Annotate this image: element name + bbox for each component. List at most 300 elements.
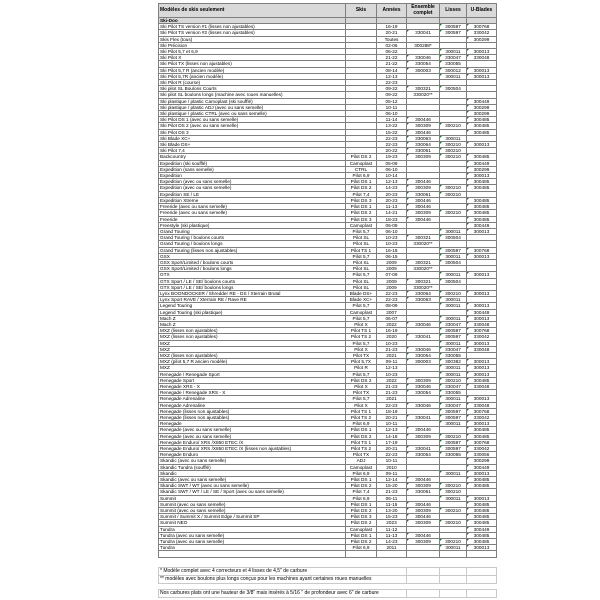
cell-ski: CTRL: [346, 166, 377, 172]
cell-years: 12-13: [377, 179, 407, 185]
footnote-carbide-height: Nos carbures plats ont une hauteur de 3/8" mais insérés à 5/16 " de profondeur avec 6" de carbure: [160, 589, 379, 596]
cell-years: 21-22: [377, 61, 407, 67]
cell-lisses: 330047: [440, 55, 467, 61]
cell-ski: Pilot TX: [346, 352, 377, 358]
cell-lisses: 300210: [440, 489, 467, 495]
cell-ski: Pilot DS 2: [346, 520, 377, 526]
cell-complete: 300309: [407, 508, 440, 514]
cell-model: Freeride (avec ou sans semelle): [159, 210, 346, 216]
cell-years: 12-13: [377, 365, 407, 371]
cell-years: 06-22: [377, 49, 407, 55]
cell-ublades: 300299: [467, 166, 497, 172]
cell-years: 16-19: [377, 24, 407, 30]
cell-lisses: 330055: [440, 352, 467, 358]
cell-model: Summit / Summit X / Summit Edge / Summit SP: [159, 514, 346, 520]
cell-years: 21-23: [377, 489, 407, 495]
cell-model: Ski Pilot 7,4: [159, 148, 346, 154]
cell-years: 09-11: [377, 470, 407, 476]
cell-ublades: 330048: [467, 321, 497, 327]
cell-ski: Pilot DS 1: [346, 477, 377, 483]
cell-complete: 300309: [407, 483, 440, 489]
column-header-models: Modèles de skis seulement: [159, 4, 346, 18]
cell-ublades: 300449: [467, 98, 497, 104]
cell-complete: 330046: [407, 346, 440, 352]
spreadsheet-page: [158, 3, 496, 598]
cell-model: GTX Sport / LE / SE/ boulons courts: [159, 278, 346, 284]
cell-years: 11-13: [377, 204, 407, 210]
cell-complete: 330061: [407, 191, 440, 197]
cell-ublades: 300013: [467, 142, 497, 148]
cell-model: Ski Pilot TS version #2 (lisses non ajustables): [159, 30, 346, 36]
cell-model: Renegade / Renegade XRS - X: [159, 390, 346, 396]
trailing-empty-row: [159, 551, 497, 557]
cell-years: 08-14: [377, 67, 407, 73]
cell-ublades: 300013: [467, 253, 497, 259]
cell-model: Tundra (avec ou sans semelle): [159, 532, 346, 538]
cell-model: Expedition (sans semelle): [159, 166, 346, 172]
cell-ski: Pilot DS 1: [346, 427, 377, 433]
cell-complete: 300446: [407, 197, 440, 203]
cell-ublades: 300013: [467, 290, 497, 296]
cell-years: 22-23: [377, 135, 407, 141]
cell-complete: 300003: [407, 359, 440, 365]
cell-complete: 330054: [407, 452, 440, 458]
cell-years: 15-20: [377, 483, 407, 489]
cell-years: 17-19: [377, 439, 407, 445]
header-row: [159, 4, 497, 18]
cell-years: 12-13: [377, 73, 407, 79]
cell-complete: 300321: [407, 86, 440, 92]
cell-years: 05-09: [377, 160, 407, 166]
cell-lisses: 300011: [440, 253, 467, 259]
cell-ski: Pilot 5,7: [346, 303, 377, 309]
cell-ski: Pilot TX: [346, 452, 377, 458]
cell-model: Freeride: [159, 216, 346, 222]
cell-years: 2010: [377, 464, 407, 470]
cell-model: Renegade XRS - X: [159, 383, 346, 389]
cell-years: 2009: [377, 278, 407, 284]
cell-lisses: 300210: [440, 483, 467, 489]
column-header-lisses: Lisses: [440, 4, 467, 18]
cell-model: Ski Pilot DS 1 (avec ou sans semelle): [159, 117, 346, 123]
cell-ublades: 300485: [467, 154, 497, 160]
cell-years: 10-14: [377, 173, 407, 179]
cell-years: 2009: [377, 284, 407, 290]
cell-ski: Blade DS+: [346, 290, 377, 296]
cell-ublades: 300485: [467, 123, 497, 129]
cell-ublades: 300768: [467, 247, 497, 253]
cell-ublades: 300013: [467, 315, 497, 321]
cell-complete: 330041: [407, 334, 440, 340]
cell-model: Renegade Adrenaline: [159, 402, 346, 408]
cell-ublades: 300449: [467, 464, 497, 470]
cell-years: 10-11: [377, 104, 407, 110]
cell-ublades: 300485: [467, 377, 497, 383]
cell-years: 06-10: [377, 228, 407, 234]
cell-model: Legend Touring: [159, 303, 346, 309]
cell-years: 14-23: [377, 539, 407, 545]
cell-model: GTX Sport / LE / SE/ boulons longs: [159, 284, 346, 290]
cell-lisses: 300210: [440, 377, 467, 383]
cell-complete: 330063: [407, 135, 440, 141]
cell-lisses: 300210: [440, 154, 467, 160]
cell-complete: 330063: [407, 297, 440, 303]
cell-ski: Pilot 5,7: [346, 371, 377, 377]
cell-ski: Pilot 5,7: [346, 340, 377, 346]
cell-model: Renegade (avec ou sans semelle): [159, 427, 346, 433]
cell-ski: Pilot 5,7: [346, 272, 377, 278]
cell-model: MXZ (lisses non ajustables): [159, 334, 346, 340]
cell-ublades: 300013: [467, 228, 497, 234]
cell-model: Mach Z: [159, 315, 346, 321]
cell-years: 20-23: [377, 197, 407, 203]
cell-complete: 330020**: [407, 266, 440, 272]
cell-ublades: 300768: [467, 24, 497, 30]
cell-model: Ski plastique / plastic Camoplast (ski soufflé): [159, 98, 346, 104]
cell-ublades: 300013: [467, 396, 497, 402]
cell-years: 18-23: [377, 216, 407, 222]
cell-ski: Pilot 5,7: [346, 228, 377, 234]
cell-lisses: 300210: [440, 123, 467, 129]
cell-lisses: 300504: [440, 235, 467, 241]
cell-model: Ski Pilot 5,7 R (ancien modèle): [159, 67, 346, 73]
cell-years: 06-10: [377, 166, 407, 172]
cell-model: Expedition (avec ou sans semelle): [159, 179, 346, 185]
cell-ublades: 330042: [467, 334, 497, 340]
cell-complete: 300446: [407, 514, 440, 520]
cell-ski: Pilot DS 2: [346, 508, 377, 514]
cell-ski: Pilot DS 1: [346, 179, 377, 185]
cell-years: 11-13: [377, 532, 407, 538]
cell-model: Lynx BOONDOCKER / Shredder RE - DS / Xterrain Brutal: [159, 290, 346, 296]
cell-lisses: 300210: [440, 191, 467, 197]
cell-ski: Pilot SL: [346, 266, 377, 272]
cell-lisses: 300011: [440, 396, 467, 402]
cell-model: Tundra: [159, 526, 346, 532]
cell-years: 2011: [377, 545, 407, 551]
cell-ski: Pilot TS 2: [346, 334, 377, 340]
cell-complete: 300446: [407, 117, 440, 123]
cell-ski: ADJ: [346, 458, 377, 464]
cell-ublades: 300013: [467, 495, 497, 501]
cell-complete: 300309: [407, 539, 440, 545]
cell-ski: Camoplast: [346, 526, 377, 532]
cell-ublades: 300768: [467, 408, 497, 414]
cell-complete: 300446: [407, 179, 440, 185]
cell-lisses: 300011: [440, 545, 467, 551]
cell-complete: 300446: [407, 501, 440, 507]
cell-ublades: 300485: [467, 129, 497, 135]
cell-lisses: 300011: [440, 495, 467, 501]
cell-years: 22-23: [377, 290, 407, 296]
cell-ublades: 300485: [467, 508, 497, 514]
cell-complete: 330041: [407, 446, 440, 452]
cell-ublades: 300485: [467, 216, 497, 222]
cell-complete: 330054: [407, 390, 440, 396]
cell-ublades: 300013: [467, 303, 497, 309]
cell-ski: Pilot DS 3: [346, 514, 377, 520]
cell-years: 05-12: [377, 98, 407, 104]
cell-ublades: 300013: [467, 340, 497, 346]
cell-ski: Pilot X: [346, 402, 377, 408]
cell-years: 18-19: [377, 408, 407, 414]
cell-ublades: 300485: [467, 204, 497, 210]
cell-years: 14-18: [377, 433, 407, 439]
cell-ski: Pilot DS 1: [346, 204, 377, 210]
cell-ublades: 330042: [467, 415, 497, 421]
cell-model: Summit: [159, 495, 346, 501]
cell-years: 2020: [377, 334, 407, 340]
cell-ublades: 330048: [467, 346, 497, 352]
cell-ublades: 300485: [467, 210, 497, 216]
cell-years: 11-14: [377, 117, 407, 123]
cell-years: 13-22: [377, 123, 407, 129]
cell-lisses: 300012: [440, 67, 467, 73]
cell-complete: 300288*: [407, 42, 440, 48]
cell-lisses: 330047: [440, 402, 467, 408]
cell-lisses: 300210: [440, 508, 467, 514]
cell-complete: 300446: [407, 477, 440, 483]
cell-complete: 300446: [407, 427, 440, 433]
cell-ublades: 300485: [467, 477, 497, 483]
cell-model: Grand Touring / boulons courts: [159, 235, 346, 241]
cell-model: GTX: [159, 272, 346, 278]
cell-lisses: 300597: [440, 247, 467, 253]
cell-ublades: 300013: [467, 173, 497, 179]
cell-model: Ski Précision: [159, 42, 346, 48]
cell-lisses: 300011: [440, 303, 467, 309]
cell-model: Ski Pilot X: [159, 55, 346, 61]
cell-complete: 300446: [407, 129, 440, 135]
cell-ski: Pilot 6,9: [346, 421, 377, 427]
cell-model: Lynx Sport RAVE / Xterrain RE / Rave RE: [159, 297, 346, 303]
cell-model: Grand Touring / boulons longs: [159, 241, 346, 247]
cell-years: 10-11: [377, 421, 407, 427]
cell-model: MXZ (pilot 5,7 R ancien modèle): [159, 359, 346, 365]
cell-lisses: 300210: [440, 539, 467, 545]
cell-complete: 300321: [407, 235, 440, 241]
cell-lisses: 300597: [440, 408, 467, 414]
cell-lisses: 330055: [440, 452, 467, 458]
cell-ski: Pilot DS 2: [346, 154, 377, 160]
cell-model: Ski Pilot DS 2 (avec ou sans semelle): [159, 123, 346, 129]
cell-model: Renegade Enduro: [159, 452, 346, 458]
cell-lisses: 300011: [440, 470, 467, 476]
cell-years: 2022: [377, 321, 407, 327]
cell-lisses: 300210: [440, 290, 467, 296]
cell-lisses: 330055: [440, 390, 467, 396]
cell-lisses: 300597: [440, 334, 467, 340]
cell-model: Ski pilot SL boulons longs (machine avec roues manuelles): [159, 92, 346, 98]
footnote-long-bolts: ** modèles avec boulons plus longs conçus pour les machines ayant certaines roues manuelles: [160, 575, 372, 582]
cell-complete: 330054: [407, 61, 440, 67]
cell-years: 15-23: [377, 514, 407, 520]
cell-ski: Pilot DS 2: [346, 210, 377, 216]
cell-model: Renegade: [159, 421, 346, 427]
cell-ublades: 300299: [467, 36, 497, 42]
cell-model: Mach Z: [159, 321, 346, 327]
cell-model: Ski pilot SL Boulons Courts: [159, 86, 346, 92]
cell-ski: Pilot X: [346, 321, 377, 327]
cell-complete: 300446: [407, 216, 440, 222]
cell-lisses: 300210: [440, 433, 467, 439]
cell-ublades: 300485: [467, 117, 497, 123]
cell-model: Expedition: [159, 173, 346, 179]
cell-model: GSX: [159, 253, 346, 259]
cell-ublades: 300013: [467, 359, 497, 365]
cell-years: 02-06: [377, 42, 407, 48]
cell-model: Summit (avec ou sans semelle): [159, 508, 346, 514]
cell-ski: Pilot 5,7: [346, 315, 377, 321]
cell-years: 13-20: [377, 508, 407, 514]
cell-lisses: 300504: [440, 259, 467, 265]
cell-complete: 330046: [407, 402, 440, 408]
cell-complete: 330020**: [407, 284, 440, 290]
cell-ublades: 300485: [467, 483, 497, 489]
cell-lisses: 300011: [440, 371, 467, 377]
cell-complete: 330064: [407, 142, 440, 148]
cell-model: Backcountry: [159, 154, 346, 160]
cell-lisses: 300011: [440, 315, 467, 321]
footnote-complete-set: * Modèle complet avec 4 correcteurs et 4 lisses de 4,5" de carbure: [160, 567, 308, 574]
cell-ski: Blade XC+: [346, 297, 377, 303]
cell-years: 06-15: [377, 253, 407, 259]
cell-ski: Pilot 5,7: [346, 253, 377, 259]
cell-model: Expedition (avec ou sans semelle): [159, 185, 346, 191]
cell-model: Renegade / Renegade Sport: [159, 371, 346, 377]
cell-ublades: 300485: [467, 539, 497, 545]
cell-ublades: 300299: [467, 111, 497, 117]
cell-lisses: 300011: [440, 135, 467, 141]
cell-model: GSX Sport/Limited / boulons longs: [159, 266, 346, 272]
cell-model: MXZ (lisses non ajustables): [159, 352, 346, 358]
cell-model: Renegade Enduro/ XRS /X850 ETEC /X: [159, 439, 346, 445]
cell-lisses: 300011: [440, 421, 467, 427]
cell-model: Ski Pilot R (course): [159, 80, 346, 86]
cell-model: MXZ: [159, 340, 346, 346]
cell-ski: Pilot DS 1: [346, 532, 377, 538]
cell-ublades: 300768: [467, 328, 497, 334]
cell-years: 09-22: [377, 86, 407, 92]
cell-ublades: 300449: [467, 526, 497, 532]
cell-model: Expedition SE / LE: [159, 191, 346, 197]
cell-complete: 300321: [407, 278, 440, 284]
footnote-row: [159, 567, 497, 575]
cell-lisses: 300504: [440, 278, 467, 284]
cell-ublades: 300485: [467, 501, 497, 507]
cell-model: Skandic SWT / WT / LE / SE / Sport (avec ou sans semelle): [159, 489, 346, 495]
cell-years: 16-19: [377, 328, 407, 334]
cell-years: 12-13: [377, 427, 407, 433]
cell-model: Renegade (avec ou sans semelle): [159, 433, 346, 439]
cell-ublades: 300485: [467, 433, 497, 439]
cell-years: 12-14: [377, 477, 407, 483]
cell-ski: Pilot DS 2: [346, 377, 377, 383]
cell-ublades: 300013: [467, 545, 497, 551]
cell-ublades: 300449: [467, 309, 497, 315]
cell-model: Summit (avec ou sans semelle): [159, 501, 346, 507]
cell-ski: Pilot R: [346, 365, 377, 371]
cell-ublades: 300299: [467, 104, 497, 110]
cell-lisses: 300210: [440, 520, 467, 526]
column-header-ensemble-complet: Ensemble complet: [407, 4, 440, 18]
cell-model: MXZ (lisses non ajustables): [159, 328, 346, 334]
cell-lisses: 300597: [440, 30, 467, 36]
cell-model: Renegade Sport: [159, 377, 346, 383]
cell-years: Toutes: [377, 36, 407, 42]
cell-years: 14-21: [377, 210, 407, 216]
cell-ski: Pilot TS 2: [346, 415, 377, 421]
cell-ski: Pilot DS 2: [346, 433, 377, 439]
cell-ski: Pilot 5,7: [346, 396, 377, 402]
cell-model: Ski plastique / plastic ADJ (avec ou sans semelle): [159, 104, 346, 110]
cell-years: 21-23: [377, 390, 407, 396]
cell-lisses: 300597: [440, 328, 467, 334]
section-label: Ski-Doo: [159, 18, 346, 24]
cell-ublades: 300013: [467, 365, 497, 371]
cell-years: 11-12: [377, 526, 407, 532]
footnotes-table: [158, 567, 497, 598]
cell-years: 06-11: [377, 495, 407, 501]
cell-ublades: 300485: [467, 532, 497, 538]
cell-years: 20-21: [377, 30, 407, 36]
cell-years: 22-23: [377, 80, 407, 86]
cell-years: 16-18: [377, 247, 407, 253]
cell-years: 22-23: [377, 297, 407, 303]
cell-years: 22-23: [377, 402, 407, 408]
cell-model: Grand Touring (lisses non ajustables): [159, 247, 346, 253]
cell-lisses: 300011: [440, 228, 467, 234]
cell-ublades: 330048: [467, 402, 497, 408]
cell-lisses: 300210: [440, 185, 467, 191]
cell-years: 10-23: [377, 241, 407, 247]
cell-model: Legend Touring (ski plastique): [159, 309, 346, 315]
cell-lisses: 300210: [440, 210, 467, 216]
cell-model: Skandic: [159, 470, 346, 476]
cell-ski: Pilot 7,4: [346, 489, 377, 495]
cell-ski: Pilot TS 1: [346, 408, 377, 414]
cell-ski: Pilot X: [346, 383, 377, 389]
cell-ublades: 330048: [467, 383, 497, 389]
cell-years: 10-11: [377, 458, 407, 464]
cell-ublades: 330056: [467, 452, 497, 458]
cell-years: 2009: [377, 259, 407, 265]
cell-ublades: 300485: [467, 185, 497, 191]
cell-model: Grand Touring: [159, 228, 346, 234]
cell-lisses: 300597: [440, 24, 467, 30]
cell-ski: Pilot SL: [346, 284, 377, 290]
cell-ski: Pilot X: [346, 346, 377, 352]
cell-complete: 300321: [407, 259, 440, 265]
cell-model: Tundra: [159, 545, 346, 551]
cell-lisses: 300597: [440, 415, 467, 421]
cell-model: Ski plastique / plastic CTRL (avec ou sans semelle): [159, 111, 346, 117]
cell-complete: 300309: [407, 185, 440, 191]
cell-years: 19-23: [377, 154, 407, 160]
cell-years: 10-23: [377, 235, 407, 241]
cell-ski: Pilot TS 1: [346, 247, 377, 253]
cell-lisses: 330047: [440, 383, 467, 389]
cell-ublades: 300013: [467, 67, 497, 73]
cell-model: Ski Pilot 5,7 et 6,9: [159, 49, 346, 55]
column-header-u-blades: U-Blades: [467, 4, 497, 18]
cell-lisses: 330047: [440, 346, 467, 352]
cell-complete: 330020**: [407, 92, 440, 98]
cell-model: Freestyle (ski plastique): [159, 222, 346, 228]
cell-complete: 330054: [407, 352, 440, 358]
cell-years: 14-23: [377, 185, 407, 191]
cell-complete: 330046: [407, 383, 440, 389]
